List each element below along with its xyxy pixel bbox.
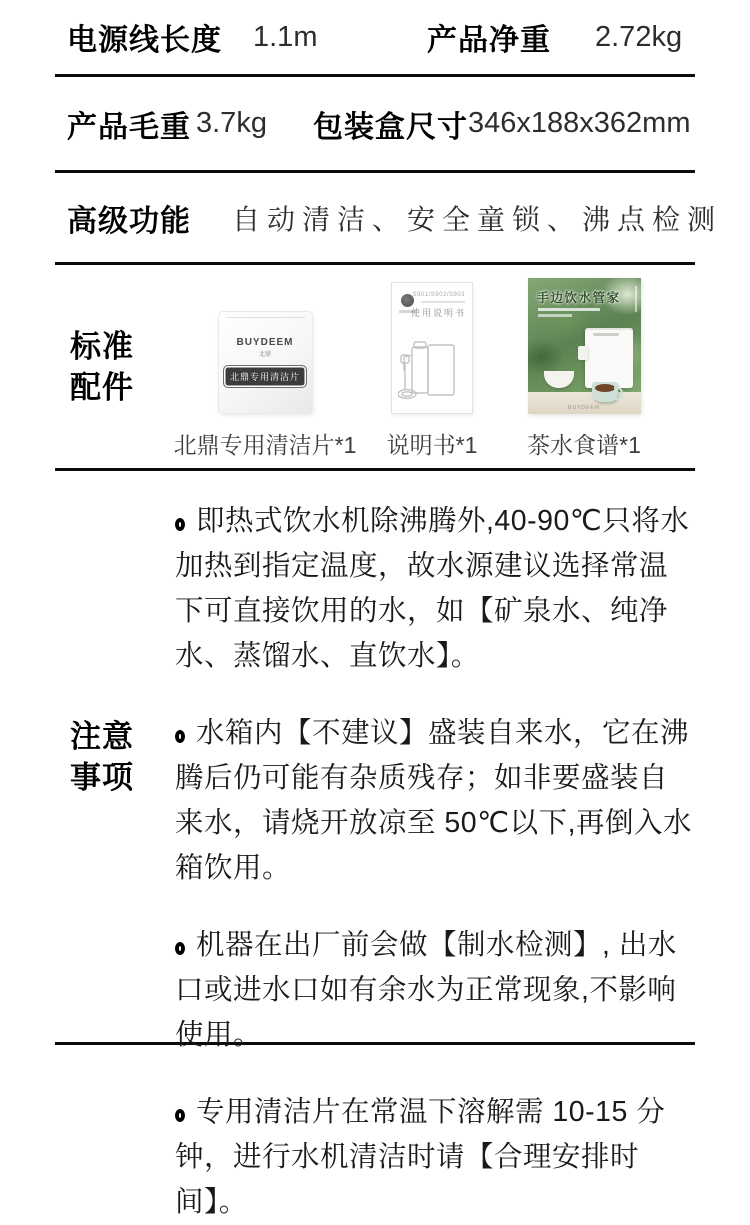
- spec-row-gross-box: [0, 77, 750, 170]
- accessories-section: [0, 265, 750, 468]
- note-item: [175, 923, 695, 1058]
- spec-value-net-weight: 2.72kg: [595, 20, 683, 53]
- note-item: [175, 1090, 695, 1225]
- recipe-book-image: [528, 278, 641, 414]
- bullet-ring-icon: [175, 518, 185, 531]
- notes-label-line1: 注意: [70, 718, 134, 754]
- notes-section: [0, 471, 750, 1218]
- book-spine-text-mark: [635, 286, 637, 312]
- note-text: 水箱内【不建议】盛装自来水，它在沸腾后仍可能有杂质残存；如非要盛装自来水，请烧开放凉至 50℃以下,再倒入水箱饮用。: [175, 717, 693, 884]
- sachet-brand-text: BUYDEEM: [236, 337, 294, 348]
- manual-title-text: 使用说明书: [410, 308, 466, 318]
- manual-model-text: S901/S902/S903: [412, 292, 465, 298]
- accessory-caption: 说明书*1: [386, 432, 478, 458]
- note-item: [175, 711, 695, 891]
- manual-image: [391, 282, 473, 414]
- accessory-recipe-book: [509, 265, 659, 468]
- spec-label-advanced-functions: 高级功能: [67, 204, 191, 238]
- notes-section-label: [0, 471, 175, 1042]
- spec-label-box-size: 包装盒尺寸: [313, 110, 468, 144]
- spec-label-cord-length: 电源线长度: [67, 24, 222, 57]
- book-subtitle-line: [538, 308, 600, 311]
- notes-list: [175, 471, 695, 1218]
- accessories-list: [175, 265, 695, 468]
- book-brand-text: BUYDEEM: [568, 405, 600, 411]
- accessory-caption: 茶水食谱*1: [527, 432, 641, 458]
- spec-label-net-weight: 产品净重: [427, 24, 551, 57]
- dispenser-line-drawing: [398, 341, 468, 407]
- book-title-text: 手边饮水管家: [536, 291, 621, 305]
- accessory-manual: [362, 265, 502, 468]
- notes-label-line2: 事项: [70, 759, 134, 795]
- sachet-brand-cn-text: 北鼎: [258, 352, 271, 358]
- book-white-cup: [544, 371, 574, 388]
- bullet-ring-icon: [175, 730, 185, 743]
- bullet-ring-icon: [175, 1109, 185, 1122]
- note-text: 机器在出厂前会做【制水检测】, 出水口或进水口如有余水为正常现象,不影响使用。: [175, 929, 677, 1051]
- note-text: 即热式饮水机除沸腾外,40-90℃只将水加热到指定温度，故水源建议选择常温下可直接饮用的水，如【矿泉水、纯净水、蒸馏水、直饮水】。: [175, 505, 690, 672]
- sachet-label-text: 北鼎专用清洁片: [223, 365, 307, 388]
- accessories-label-line1: 标准: [70, 328, 134, 364]
- spec-value-box-size: 346x188x362mm: [468, 107, 691, 139]
- accessory-cleaning-tablet: [175, 265, 355, 468]
- spec-row-cord-weight: [0, 0, 750, 74]
- book-dispenser-photo: [585, 328, 633, 388]
- manual-subtitle-line: [421, 301, 465, 303]
- spec-value-advanced-functions: 自动清洁、安全童锁、沸点检测: [232, 203, 723, 235]
- accessory-caption: 北鼎专用清洁片*1: [173, 432, 357, 458]
- spec-row-advanced-functions: [0, 173, 750, 262]
- spec-label-gross-weight: 产品毛重: [67, 110, 191, 144]
- spec-value-cord-length: 1.1m: [253, 20, 318, 53]
- book-subtitle-line: [538, 314, 572, 317]
- note-text: 专用清洁片在常温下溶解需 10-15 分钟，进行水机清洁时请【合理安排时间】。: [175, 1096, 666, 1218]
- bullet-ring-icon: [175, 942, 185, 955]
- note-item: [175, 499, 695, 679]
- cleaning-tablet-sachet-image: [218, 311, 313, 414]
- accessories-section-label: [0, 265, 175, 468]
- accessories-label-line2: 配件: [70, 369, 134, 405]
- book-tea-cup: [592, 382, 618, 402]
- spec-value-gross-weight: 3.7kg: [196, 107, 267, 139]
